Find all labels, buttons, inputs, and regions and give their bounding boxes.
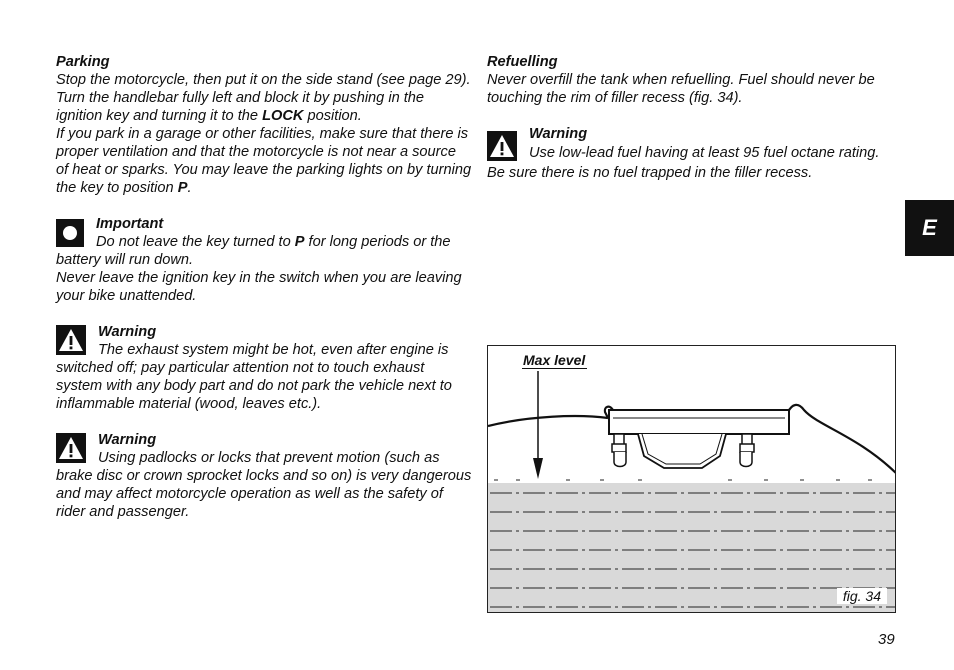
p-keyword: P	[177, 180, 188, 196]
warning-exhaust	[56, 323, 472, 413]
important-dot-icon	[56, 219, 84, 247]
page-number: 39	[878, 631, 895, 648]
lock-keyword: LOCK	[262, 108, 304, 124]
left-column	[56, 53, 472, 521]
section-tab: E	[905, 200, 954, 256]
important-para-2: Never leave the ignition key in the switch when you are leaving your bike unattended.	[56, 270, 462, 304]
warning-triangle-icon	[56, 325, 86, 355]
warning-locks-heading: Warning	[98, 432, 157, 448]
warning-fuel-text: Use low-lead fuel having at least 95 fuel octane rating. Be sure there is no fuel trapped in the filler recess.	[487, 145, 880, 181]
warning-triangle-icon	[487, 131, 517, 161]
refuelling-text: Never overfill the tank when refuelling. Fuel should never be touching the rim of filler recess (fig. 34).	[487, 72, 875, 106]
warning-fuel	[487, 125, 901, 183]
right-column	[487, 53, 901, 183]
warning-exhaust-text: The exhaust system might be hot, even after engine is switched off; pay particular attention not to touch exhaust system with any body part and do not park the vehicle next to inflammable material (wood, leaves etc.).	[56, 342, 452, 412]
important-heading: Important	[96, 216, 164, 232]
parking-para-2: Turn the handlebar fully left and block it by pushing in the ignition key and turning it to the LOCK position.	[56, 90, 425, 124]
fuel-tank-illustration	[488, 346, 896, 613]
max-level-label: Max level	[523, 352, 586, 368]
figure-caption: fig. 34	[837, 588, 887, 604]
parking-heading: Parking	[56, 54, 110, 70]
warning-locks-text: Using padlocks or locks that prevent motion (such as brake disc or crown sprocket locks and so on) is very dangerous and may affect motorcycle operation as well as the safety of rider and passenger.	[56, 450, 472, 520]
important-note	[56, 215, 472, 305]
refuelling-heading: Refuelling	[487, 54, 558, 70]
warning-fuel-heading: Warning	[529, 126, 588, 142]
parking-para-3: If you park in a garage or other facilities, make sure that there is proper ventilation and that the motorcycle is not near a source of heat or sparks. You may leave the parking lights on by turning the key to position P.	[56, 126, 472, 196]
important-para-1: Do not leave the key turned to P for long periods or the battery will run down.	[56, 234, 451, 268]
warning-exhaust-heading: Warning	[98, 324, 157, 340]
fig-34	[487, 345, 896, 613]
warning-triangle-icon	[56, 433, 86, 463]
warning-locks	[56, 431, 472, 521]
parking-para-1: Stop the motorcycle, then put it on the side stand (see page 29).	[56, 72, 471, 88]
